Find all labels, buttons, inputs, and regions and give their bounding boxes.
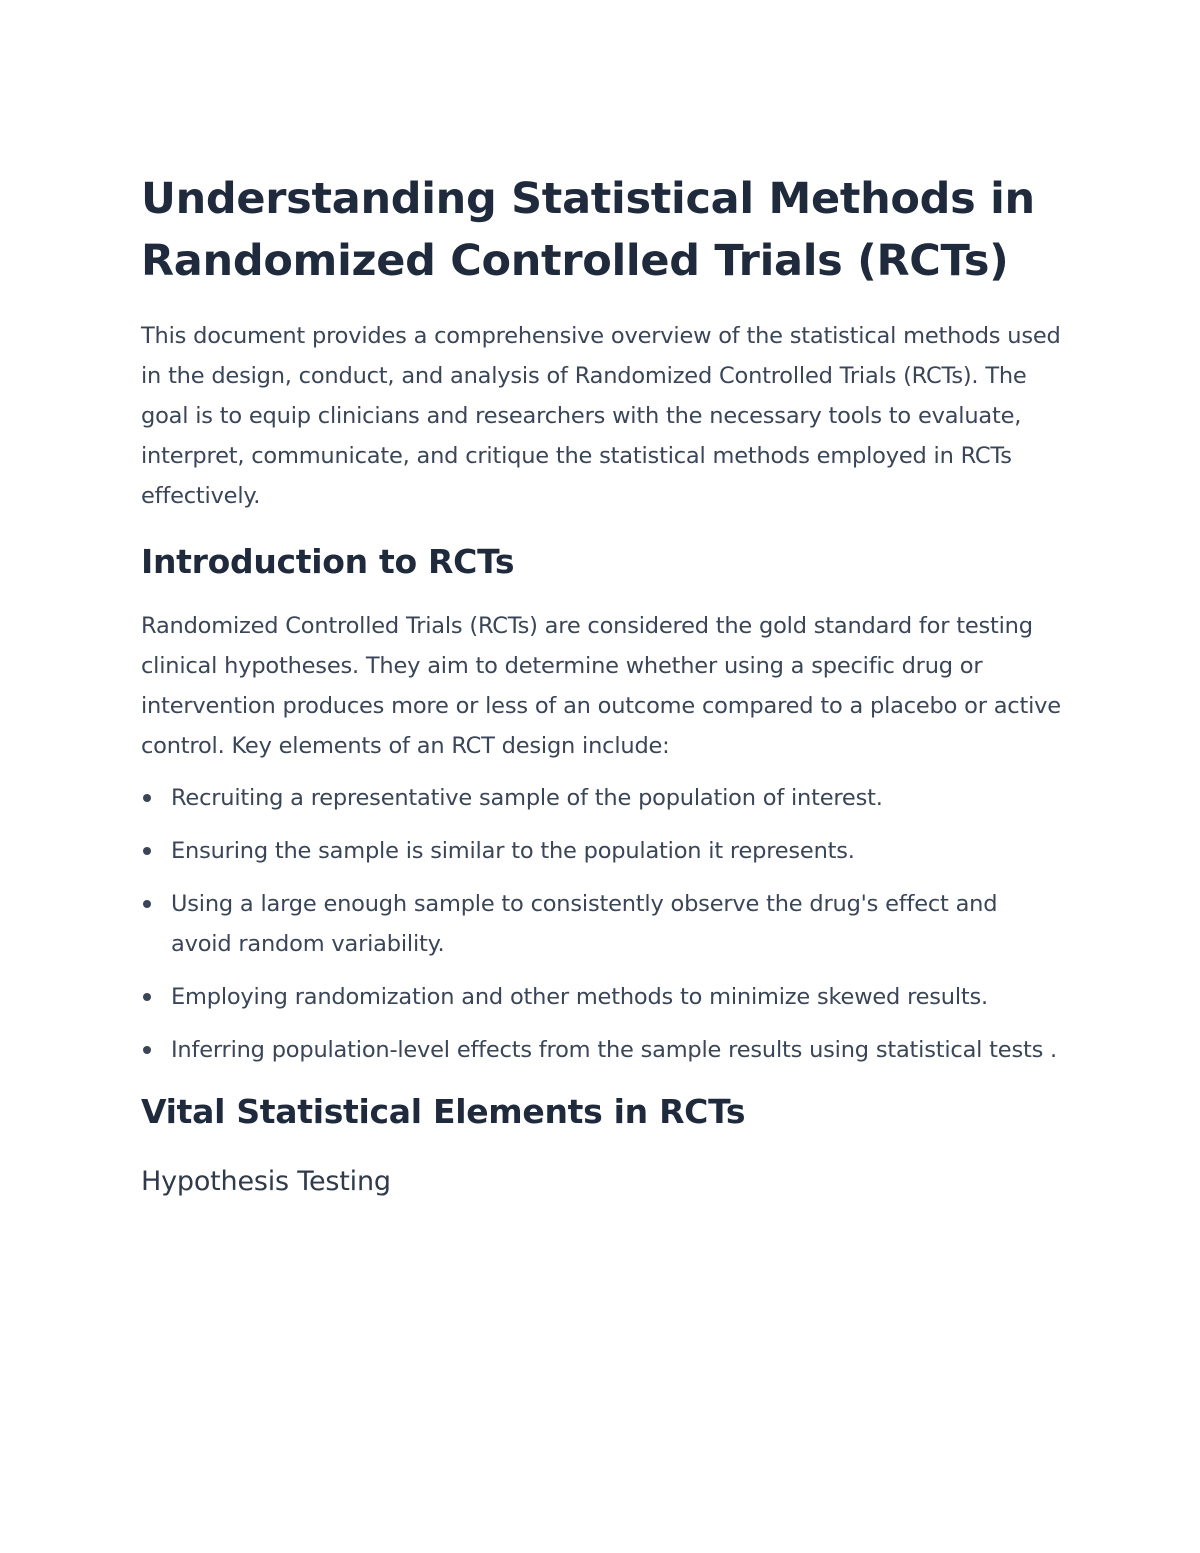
list-item	[141, 977, 1061, 1017]
list-item-text: Ensuring the sample is similar to the population it represents.	[171, 838, 855, 864]
list-item-text: Using a large enough sample to consistently observe the drug's effect and avoid random variability.	[171, 891, 998, 957]
list-item-text: Employing randomization and other methods to minimize skewed results.	[171, 984, 988, 1010]
subsection-heading-hypothesis-testing: Hypothesis Testing	[141, 1166, 391, 1197]
bullet-icon	[143, 900, 151, 908]
document-page	[141, 168, 1061, 1202]
bullet-icon	[143, 1046, 151, 1054]
intro-paragraph: This document provides a comprehensive overview of the statistical methods used in the design, conduct, and analysis of Randomized Controlled Trials (RCTs). The goal is to equip clinicians and researchers with the necessary tools to evaluate, interpret, communicate, and critique the statistical methods employed in RCTs effectively.	[141, 323, 1061, 509]
list-item	[141, 778, 1061, 818]
list-item-text: Inferring population-level effects from the sample results using statistical tests .	[171, 1037, 1058, 1063]
bullet-icon	[143, 794, 151, 802]
bullet-icon	[143, 993, 151, 1001]
list-item	[141, 831, 1061, 871]
list-item	[141, 1030, 1061, 1070]
list-item	[141, 884, 1061, 964]
list-item-text: Recruiting a representative sample of the population of interest.	[171, 785, 883, 811]
section-heading-introduction: Introduction to RCTs	[141, 542, 515, 581]
bullet-icon	[143, 847, 151, 855]
section-heading-vital-elements: Vital Statistical Elements in RCTs	[141, 1092, 746, 1131]
introduction-paragraph: Randomized Controlled Trials (RCTs) are considered the gold standard for testing clinical hypotheses. They aim to determine whether using a specific drug or intervention produces more or less of an outcome compared to a placebo or active control. Key elements of an RCT design include:	[141, 613, 1061, 759]
document-title: Understanding Statistical Methods in Randomized Controlled Trials (RCTs)	[141, 174, 1035, 286]
key-elements-list	[141, 778, 1061, 1070]
